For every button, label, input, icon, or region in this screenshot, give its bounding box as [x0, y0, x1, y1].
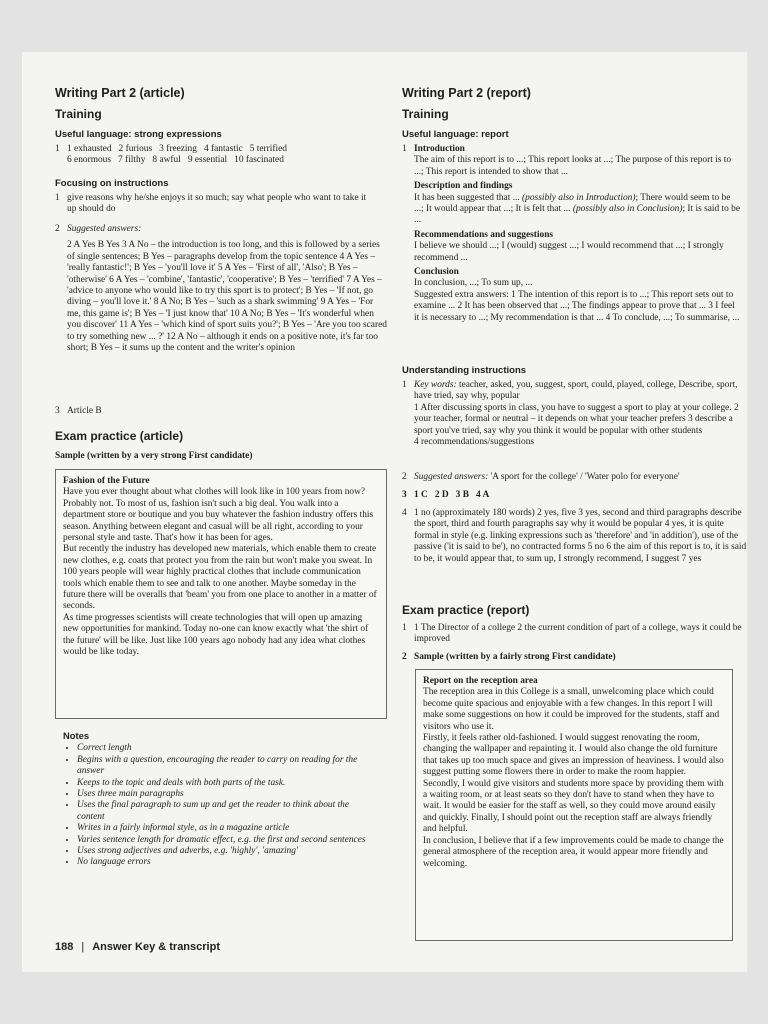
notes-item: • Keeps to the topic and deals with both parts of the task.	[77, 778, 369, 789]
useful-answers	[55, 144, 395, 167]
left-exam-heading: Exam practice (article)	[55, 429, 184, 443]
description-heading: Description and findings	[414, 181, 513, 192]
left-useful-heading: Useful language: strong expressions	[55, 129, 222, 140]
focus-item-3	[55, 406, 395, 417]
recommendations-text: I believe we should ...; I (would) suggest ...; I would recommend that ...; I strongly recommend ...	[414, 241, 724, 263]
exam-item-2	[402, 652, 742, 663]
article-sample-box	[55, 469, 387, 719]
focus-item-2-text: 2 A Yes B Yes 3 A No – the introduction is too long, and this is followed by a series of single sentences; B Yes – paragraphs develop from the topic sentence 4 A Yes – 'really fantastic!'; B Yes – 'you'll love it' 5 A Yes – 'First of all', 'Also'; B Yes – 'otherwise' 6 A Yes – 'combine', 'fantastic', 'cooperative'; B Yes – 'terrified' 7 A Yes – 'advice to anyone who would like to try this sport is to protect'; B Yes – 'If not, go diving – you'll love it.' 8 A No; B Yes – 'such as a shark swimming' 9 A Yes – 'For me, this game is'; B Yes – 'I just know that' 10 A No; B Yes – 'It's wonderful when you discover' 11 A Yes – 'which kind of sport suits you?'; B Yes – 'Are you too scared to try something new ... ?' 12 A No – although it ends on a positive note, it's far too short; B Yes – it sums up the content and the writer's opinion	[67, 240, 387, 354]
notes-list	[63, 743, 369, 868]
notes-item: • Varies sentence length for dramatic effect, e.g. the first and second sentences	[77, 835, 369, 846]
item-number: 2	[402, 652, 407, 662]
left-title: Writing Part 2 (article)	[55, 86, 185, 100]
footer-separator: |	[81, 941, 85, 953]
page-footer	[55, 942, 220, 953]
key-words	[414, 380, 747, 403]
understanding-item-1-answers: 1 After discussing sports in class, you have to suggest a sport to play at your college. 2 your teacher, formal or neutral – it depends on what your teacher prefers 3 describe a sport you've tried, say why you think it would be popular with other students	[414, 402, 739, 436]
item-number: 1	[402, 380, 407, 390]
conclusion-text: In conclusion, ...; To sum up, ...	[414, 278, 533, 289]
article-paragraph-3: As time progresses scientists will create technologies that will open up amazing new opportunities for mankind. Today no-one can know exactly what 'the shirt of the future' will be like. Just like 100 years ago nobody had any idea what clothes would be like today.	[63, 612, 369, 658]
left-training-heading: Training	[55, 107, 102, 121]
description-part-a: It has been suggested that ...	[414, 192, 523, 203]
item-number: 1	[55, 193, 60, 203]
understanding-item-1	[402, 380, 747, 448]
description-text	[414, 193, 742, 227]
focus-heading: Focusing on instructions	[55, 178, 169, 189]
item-number: 4	[402, 508, 407, 518]
report-paragraph-4: In conclusion, I believe that if a few improvements could be made to change the general atmosphere of the reception area, it would appear more friendly and welcoming.	[423, 835, 724, 869]
key-words-label: Key words:	[414, 380, 457, 390]
article-paragraph-2: But recently the industry has developed new materials, which enable them to create new clothes, e.g. coats that protect you from the rain but won't make you sweat. In 100 years people will wear highly practical clothes that include communication tools which enable them to see and talk to one another. Maybe someday in the future there will be overalls that 'beam' you from one place to another in a matter of seconds.	[63, 544, 377, 612]
item-number: 3	[55, 406, 60, 416]
right-training-heading: Training	[402, 107, 449, 121]
report-language	[402, 144, 742, 324]
understanding-heading: Understanding instructions	[402, 365, 527, 376]
notes-title: Notes	[63, 730, 90, 741]
focus-item-3-text: Article B	[67, 406, 102, 416]
notes-item: • Writes in a fairly informal style, as in a magazine article	[77, 823, 369, 834]
item-number: 2	[402, 472, 407, 482]
document-page	[22, 52, 747, 972]
focus-item-1-text: give reasons why he/she enjoys it so much; say what people who want to take it up should do	[67, 193, 367, 215]
left-sample-heading: Sample (written by a very strong First candidate)	[55, 451, 253, 461]
right-useful-heading: Useful language: report	[402, 129, 509, 140]
understanding-item-3	[402, 490, 742, 501]
description-part-b: ; There would seem to be ...; It would appear that ...; It is felt that ...	[414, 192, 731, 215]
understanding-item-1-last: 4 recommendations/suggestions	[414, 437, 535, 448]
item-number: 1	[402, 144, 407, 154]
footer-label: Answer Key & transcript	[92, 941, 220, 953]
key-words-text: teacher, asked, you, suggest, sport, could, played, college, Describe, sport, have tried, say why, popular	[414, 380, 738, 402]
focus-item-1	[55, 193, 367, 216]
report-paragraph-2: Firstly, it feels rather old-fashioned. I would suggest renovating the room, changing the wallpaper and repainting it. I would also change the old furniture that takes up too much space and gives an impression of heaviness. I would also suggest putting some flowers there in order to make the room happier.	[423, 733, 724, 778]
notes-item: • Uses three main paragraphs	[77, 789, 369, 800]
understanding-item-4	[402, 508, 747, 565]
report-paragraph-3: Secondly, I would give visitors and students more space by providing them with a waiting room, or at least seats so they don't have to stand when they have to wait. It would be easier for the staff as well, so they could move around easily and quickly. Finally, I should point out the reception staff are always friendly and helpful.	[423, 778, 724, 835]
suggested-answers-label: Suggested answers:	[67, 224, 142, 234]
page-number: 188	[55, 941, 74, 953]
notes-section	[63, 730, 369, 869]
recommendations-heading: Recommendations and suggestions	[414, 229, 554, 240]
article-paragraph-1: Have you ever thought about what clothes will look like in 100 years from now? Probably not. To most of us, fashion isn't such a big deal. You walk into a department store or boutique and you buy whatever the fashion industry offers this season. Anything between elegant and casual will be all right, according to your personal style and taste. That's how it has been for ages.	[63, 487, 374, 544]
intro-text: The aim of this report is to ...; This report looks at ...; The purpose of this report is to ...; This report is intended to show that ...	[414, 155, 732, 177]
exam-item-1	[402, 623, 742, 646]
notes-item: • Uses the final paragraph to sum up and get the reader to think about the content	[77, 800, 369, 823]
suggested-answers-label: Suggested answers:	[414, 472, 489, 482]
conclusion-heading: Conclusion	[414, 267, 459, 278]
description-note-c: (possibly also in Conclusion)	[572, 204, 683, 215]
notes-item: • Correct length	[77, 743, 369, 754]
notes-item: • No language errors	[77, 857, 369, 868]
useful-line-2: 6 enormous 7 filthy 8 awful 9 essential 10 fascinated	[67, 155, 284, 166]
report-sample-heading: Sample (written by a fairly strong First candidate)	[414, 652, 616, 662]
report-sample-box	[415, 669, 733, 941]
description-part-c: ; It is said to be ...	[414, 204, 741, 226]
right-title: Writing Part 2 (report)	[402, 86, 531, 100]
right-exam-heading: Exam practice (report)	[402, 603, 530, 617]
understanding-item-3-text: 1 C 2 D 3 B 4 A	[414, 490, 490, 500]
useful-line-1: 1 exhausted 2 furious 3 freezing 4 fantastic 5 terrified	[67, 144, 287, 154]
notes-item: • Begins with a question, encouraging the reader to carry on reading for the answer	[77, 755, 369, 778]
understanding-item-2-text: 'A sport for the college' / 'Water polo for everyone'	[488, 472, 680, 482]
focus-item-2	[55, 224, 395, 354]
notes-item: • Uses strong adjectives and adverbs, e.g. 'highly', 'amazing'	[77, 846, 369, 857]
report-title: Report on the reception area	[423, 676, 538, 686]
understanding-item-2	[402, 472, 752, 483]
item-number: 3	[402, 490, 407, 500]
item-number: 1	[55, 144, 60, 154]
exam-item-1-text: 1 The Director of a college 2 the current condition of part of a college, ways it could be improved	[414, 623, 742, 645]
understanding-item-4-text: 1 no (approximately 180 words) 2 yes, five 3 yes, second and third paragraphs describe the sport, third and fourth paragraphs say why it would be popular 4 yes, it is quite formal in style (e.g. linking expressions such as 'therefore' and 'in addition'), use of the passive ('it is said to be'), no contracted forms 5 no 6 the aim of this report is to, it is said to be, it would appear that, to sum up, I strongly recommend, I suggest 7 yes	[414, 508, 747, 564]
item-number: 2	[55, 224, 60, 234]
article-title: Fashion of the Future	[63, 476, 150, 486]
intro-heading: Introduction	[414, 144, 465, 154]
description-note-a: (possibly also in Introduction)	[522, 192, 636, 203]
extra-answers-text: Suggested extra answers: 1 The intention of this report is to ...; This report sets out to examine ... 2 It has been observed that ...; The findings appear to prove that ... 3 I feel it is necessary to ...; My recommendation is that ... 4 To conclude, ...; To summarise, ...	[414, 289, 740, 323]
report-paragraph-1: The reception area in this College is a small, unwelcoming place which could become quite spacious and enjoyable with a few changes. In this report I will make some suggestions on how it could be improved for the students, staff and visitors who use it.	[423, 687, 720, 732]
item-number: 1	[402, 623, 407, 633]
